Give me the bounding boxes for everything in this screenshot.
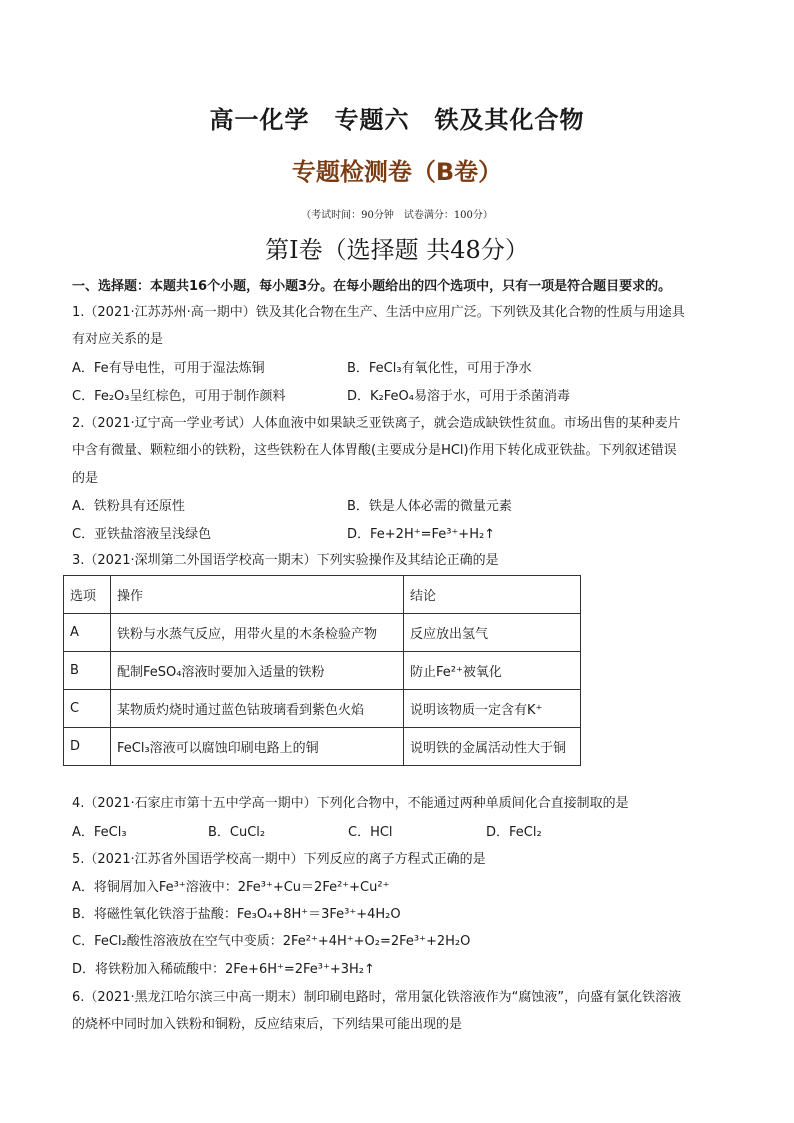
table-cell: 说明铁的金属活动性大于铜 <box>404 728 581 766</box>
table-row <box>64 652 581 690</box>
q1-option-b: B．FeCl₃有氧化性，可用于净水 <box>347 361 532 376</box>
table-row <box>64 690 581 728</box>
q1-option-d: D．K₂FeO₄易溶于水，可用于杀菌消毒 <box>347 389 570 404</box>
page-title: 高一化学 专题六 铁及其化合物 <box>209 106 585 134</box>
q5-option-a: A．将铜屑加入Fe³⁺溶液中：2Fe³⁺+Cu＝2Fe²⁺+Cu²⁺ <box>72 880 390 895</box>
q1-option-c: C．Fe₂O₃呈红棕色，可用于制作颜料 <box>72 389 286 404</box>
q1-stem-line1: 1.（2021·江苏苏州·高一期中）铁及其化合物在生产、生活中应用广泛。下列铁及其化合物的性质与用途具 <box>72 305 685 320</box>
q2-option-d: D．Fe+2H⁺=Fe³⁺+H₂↑ <box>347 527 496 542</box>
table-cell: A <box>64 614 111 652</box>
table-cell: 铁粉与水蒸气反应，用带火星的木条检验产物 <box>111 614 404 652</box>
q2-option-a: A．铁粉具有还原性 <box>72 499 185 514</box>
table-header-cell: 操作 <box>111 576 404 614</box>
table-row <box>64 614 581 652</box>
q4-option-d: D．FeCl₂ <box>486 825 542 840</box>
table-cell: 防止Fe²⁺被氧化 <box>404 652 581 690</box>
exam-info: （考试时间：90分钟 试卷满分：100分） <box>301 210 493 221</box>
q4-option-c: C．HCl <box>348 825 393 840</box>
table-cell: 反应放出氢气 <box>404 614 581 652</box>
table-header-cell: 结论 <box>404 576 581 614</box>
q2-option-c: C．亚铁盐溶液呈浅绿色 <box>72 527 212 542</box>
q1-option-a: A．Fe有导电性，可用于湿法炼铜 <box>72 361 265 376</box>
instruction: 一、选择题：本题共16个小题，每小题3分。在每小题给出的四个选项中，只有一项是符合题目要求的。 <box>72 279 672 294</box>
q3-stem: 3.（2021·深圳第二外国语学校高一期末）下列实验操作及其结论正确的是 <box>72 553 499 568</box>
q4-stem: 4.（2021·石家庄市第十五中学高一期中）下列化合物中，不能通过两种单质间化合直接制取的是 <box>72 796 629 811</box>
q4-option-b: B．CuCl₂ <box>208 825 266 840</box>
q6-stem-line1: 6.（2021·黑龙江哈尔滨三中高一期末）制印刷电路时，常用氯化铁溶液作为“腐蚀液”，向盛有氯化铁溶液 <box>72 990 682 1005</box>
table-header-row <box>64 576 581 614</box>
table-cell: C <box>64 690 111 728</box>
table-cell: B <box>64 652 111 690</box>
q2-stem-line3: 的是 <box>72 471 99 486</box>
table-cell: 配制FeSO₄溶液时要加入适量的铁粉 <box>111 652 404 690</box>
paper-subtitle: 专题检测卷（B卷） <box>291 158 503 186</box>
table-cell: 某物质灼烧时通过蓝色钴玻璃看到紫色火焰 <box>111 690 404 728</box>
q5-option-c: C．FeCl₂酸性溶液放在空气中变质：2Fe²⁺+4H⁺+O₂=2Fe³⁺+2H₂O <box>72 934 471 949</box>
q2-stem-line2: 中含有微量、颗粒细小的铁粉，这些铁粉在人体胃酸(主要成分是HCl)作用下转化成亚铁盐。下列叙述错误 <box>72 443 677 458</box>
q3-table <box>63 575 581 766</box>
q2-stem-line1: 2.（2021·辽宁高一学业考试）人体血液中如果缺乏亚铁离子，就会造成缺铁性贫血。市场出售的某种麦片 <box>72 416 681 431</box>
table-row <box>64 728 581 766</box>
q5-option-d: D．将铁粉加入稀硫酸中：2Fe+6H⁺=2Fe³⁺+3H₂↑ <box>72 962 375 977</box>
q1-stem-line2: 有对应关系的是 <box>72 332 164 347</box>
q5-option-b: B．将磁性氧化铁溶于盐酸：Fe₃O₄+8H⁺＝3Fe³⁺+4H₂O <box>72 907 401 922</box>
q2-option-b: B．铁是人体必需的微量元素 <box>347 499 512 514</box>
table-cell: D <box>64 728 111 766</box>
q4-option-a: A．FeCl₃ <box>72 825 127 840</box>
q6-stem-line2: 的烧杯中同时加入铁粉和铜粉，反应结束后，下列结果可能出现的是 <box>72 1017 463 1032</box>
table-cell: 说明该物质一定含有K⁺ <box>404 690 581 728</box>
table-header-cell: 选项 <box>64 576 111 614</box>
q5-stem: 5.（2021·江苏省外国语学校高一期中）下列反应的离子方程式正确的是 <box>72 852 486 867</box>
table-cell: FeCl₃溶液可以腐蚀印刷电路上的铜 <box>111 728 404 766</box>
section-title: 第Ⅰ卷（选择题 共48分） <box>265 236 529 264</box>
